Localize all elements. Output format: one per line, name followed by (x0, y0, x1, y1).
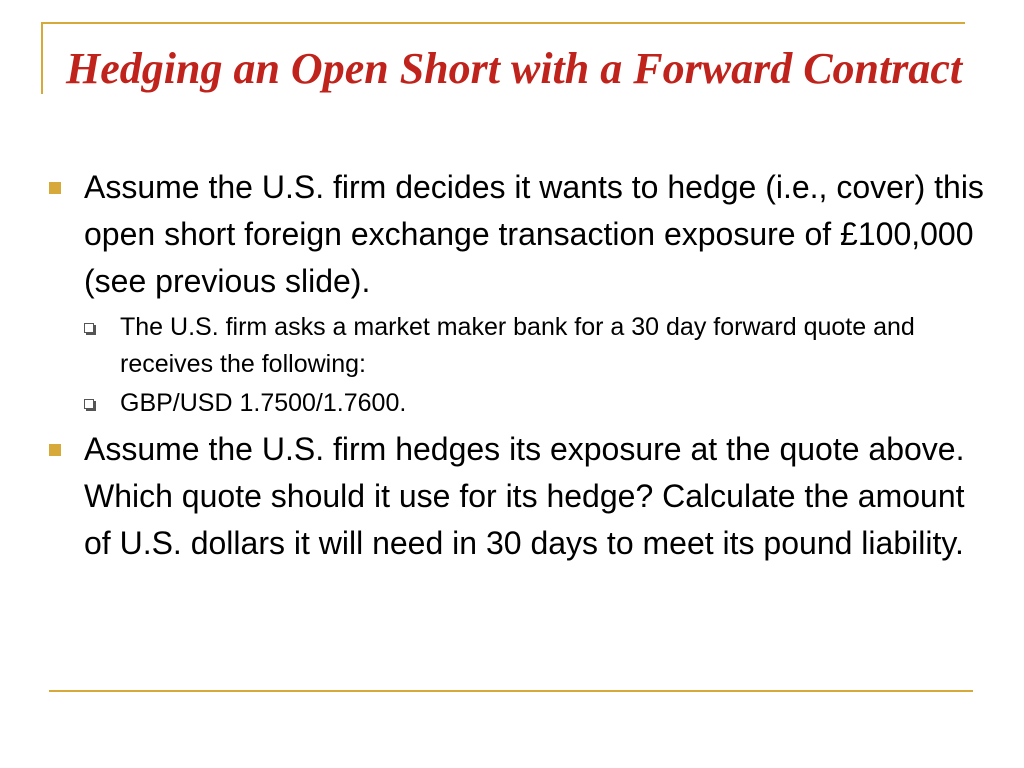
footer-accent-rule (49, 690, 973, 692)
square-bullet-icon (49, 182, 61, 194)
sub-bullet-text: GBP/USD 1.7500/1.7600. (120, 389, 407, 417)
sub-bullet-item (46, 309, 986, 383)
title-accent-top-rule (41, 22, 965, 24)
sub-bullet-item (46, 385, 986, 422)
hollow-square-bullet-icon (84, 323, 94, 333)
slide-body (46, 164, 986, 567)
square-bullet-icon (49, 444, 61, 456)
hollow-square-bullet-icon (84, 399, 94, 409)
bullet-text: Assume the U.S. firm decides it wants to hedge (i.e., cover) this open short foreign exchange transaction exposure of £100,000 (see previous slide). (84, 169, 984, 299)
title-accent-vertical-rule (41, 22, 43, 94)
slide-title: Hedging an Open Short with a Forward Contract (66, 44, 963, 93)
bullet-item (46, 164, 986, 305)
sub-bullet-text: The U.S. firm asks a market maker bank for a 30 day forward quote and receives the following: (120, 313, 915, 378)
bullet-item (46, 426, 986, 567)
bullet-text: Assume the U.S. firm hedges its exposure at the quote above. Which quote should it use for its hedge? Calculate the amount of U.S. dollars it will need in 30 days to meet its pound liability. (84, 431, 965, 561)
